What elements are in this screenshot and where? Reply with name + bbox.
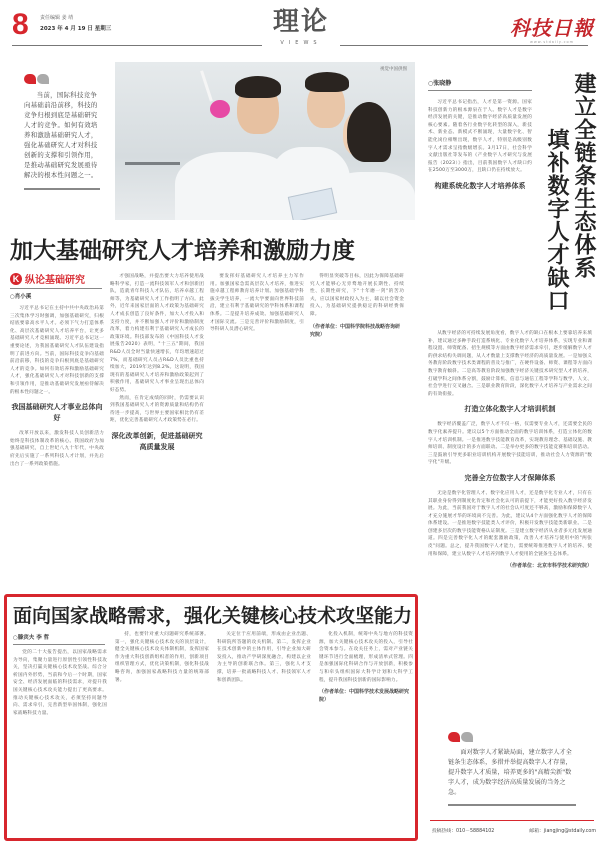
summary-text: 面对数字人才紧缺局面，建立数字人才全链条生态体系，多措并举提高数字人才存量，提升数字人才质量，培养更多的"高精尖新"数字人才，成为数字经济高质量发展的当务之急。 [448,749,572,796]
abstract-rule [24,188,100,190]
summary-rule [448,804,576,806]
article1-col2b-text: 然而，在肯定成绩的同时，仍需要认识到我国基础研究人才的资源质量和结构仍有待进一步提高，与世界主要国家相比仍有差距，优化完善基础研究人才政策势在必行。 [110,395,204,424]
newspaper-website: www.stdaily.com [530,40,575,44]
pink-flask [210,100,230,118]
article1-subheading-1: 我国基础研究人才事业总体向好 [11,403,103,423]
section-subtitle: VIEWS [280,40,322,46]
article3-column-2 [115,631,209,684]
article1-column-1 [10,305,104,468]
person-hair-3 [347,102,391,162]
article3-column-1 [13,649,107,717]
lead-abstract [24,74,100,190]
article1-column-4 [310,273,404,339]
person-hair-1 [235,76,281,98]
article2-headline-line2: 填补数字人才缺口 [544,128,569,312]
column-tag-label: 纵论基础研究 [25,275,85,286]
article3-headline: 面向国家战略需求，强化关键核心技术攻坚能力 [13,605,413,627]
article2-subheading-1: 构建系统化数字人才培养体系 [434,181,526,190]
article3-col3-text: 关定位于应用前端，形成由企业出题、科研院所答题的攻关机制。第二，发挥企业在技术创新中的主体作用，引导企业加大研发投入，推动产学研深度融合，构建以企业为主导的创新联合体。第三，强化人才支撑，培养一批战略科技人才、科技领军人才和创新团队。 [217,632,311,683]
contact-email[interactable]: 邮箱：jiangjing@stdaily.com [529,829,596,834]
article1-column-3 [210,273,304,334]
photo-credit: 视觉中国供图 [380,67,407,72]
article2-author-note: （作者单位：北京市科学技术研究院） [506,563,592,570]
footer-rule [430,820,594,821]
article1-col1-text: 习近平总书记在主持中共中央政治局第三次集体学习时强调，加强基础研究，归根结底要靠高水平人才。必须下气力打造体系化、高层次基础研究人才培养平台，让更多基础研究人才竞相涌现。习近平总书记这一重要论述，为我国基础研究人才队伍建设指明了前进方向。当前，国际科技竞争向基础前沿前移，科技的竞争归根到底是基础研究人才的竞争。如何有效培养和激励基础研究人才，强化基础研究人才对科技创新的支撑和引领作用，是推动基础研究发展亟待解决的根本性问题之一。 [10,306,104,395]
article2-summary [448,732,576,806]
issue-date: 2023 年 4 月 19 日 星期三 [40,26,112,32]
article1-subheading-2: 深化改革创新，促进基础研究高质量发展 [111,431,203,451]
article3-author-note: （作者单位：中国科学技术发展战略研究院） [319,689,410,704]
article2-intro: 习近平总书记指出，人才是第一资源。国家科技创新力的根本源泉在于人。数字人才是数字经济发展的关键，是推动数字经济高质量发展的核心要素。随着各行业数字化转型的深入，新技术、新业态、新模式不断涌现，大量数字化、智能化岗位相继出现，数字人才，特别是高级别数字人才需求呈指数级增长。3月17日，社会科学文献出版社等发布的《产业数字人才研究与发展报告（2023）》指出，目前我国数字人才缺口约在2500万至3000万，且缺口仍在持续放大。 [428,100,532,174]
lab-shelf [125,162,180,165]
article2-headline [540,72,596,322]
article2-subheading-3: 完善全方位数字人才保障体系 [464,473,556,482]
article2-section1: 从数字经济的可持续发展角度看，数字人才的缺口在根本上要靠培养来填补，建议通过多种手段打造系统化、专业化数字人才培养体系，实现专业和课程设置、师资配备、招生规模等方面由数字经济需求牵引，逐步缓解数字人才的供求结构失调问题，从人才数量上支撑数字经济的高质量发展。一是加强义务教育阶段数字技术类课程的普及与推广，在硬件设备、师资、课程等方面向数字教育倾斜。二是高等教育阶段加强数字经济关键技术研究型人才的培养，打破学科之间体系分割，鼓励计算机、信息与通信工程等学科与数学、人文、社会学进行交叉融合。三是职业教育阶段，深化数字人才培养与产业需求之间的有效衔接。 [428,331,592,397]
article1-headline: 加大基础研究人才培养和激励力度 [10,238,355,264]
submission-hotline: 投稿热线：010－58884102 [432,829,495,834]
article2-byline: ○张晓静 [428,78,532,91]
column-tag [10,271,85,286]
article1-column-2 [110,273,204,459]
article2-intro-column [428,78,532,198]
masthead-rule-left [12,45,262,46]
quote-mark-icon [448,732,576,742]
column-tag-rule [10,288,102,289]
masthead [0,0,600,52]
abstract-text: 当前，国际科技竞争向基础前沿前移，科技的竞争归根到底是基础研究人才的竞争。如何有效培养和激励基础研究人才，强化基础研究人才对科技创新的支撑和引领作用，是推动基础研究发展亟待解决的根本性问题之一。 [24,91,98,179]
article2-headline-line1: 建立全链条生态体系 [571,72,596,279]
masthead-rule-right [340,45,588,46]
article2-subheading-2: 打造立体化数字人才培训机制 [464,405,556,414]
article1-col2-text: 才强国战略，并提出要大力培养使用战略科学家，打造一流科技领军人才和创新团队，造就青年科技人才队伍，培养卓越工程师等，为基础研究人才工作指明了方向。此外，近年来国家层面的人才政策为基础研究人才成长创造了良好条件，加大人才投入和支持力度，并不断加强人才评价和激励制度改革，着力构建有利于基础研究人才成长的政策环境。科技部发布的《中国科技人才发展报告2020》表明，"十三五"期间，我国R&D人员全时当量快速增长，年均增速超过7%，而基础研究人员占R&D人员比重也持续加大，2019年达到8.2%。这说明，我国现有的基础研究人才培养和激励政策起到了积极作用，基础研究人才事业呈现出总体向好态势。 [110,274,204,393]
page-number: 8 [12,8,29,41]
article2-section2: 数字经济覆盖广泛，数字人才不仅一格，仅需要专业人才，还需要全民的数字化素养提升。建议以5个方面推动全面的数字培训体系，打造立体化的数字人才培训机制。一是推进数字技能教育改革，实现教育理念、基础设施、教师培训、制度设计的多方面联动。二是举办更多的数字技能竞赛和培训活动。三是鼓励引导更多职业培训机构开展数字技能培训，推动社会人力资源的"数字化"升级。 [428,422,592,466]
lab-coat-3 [325,172,415,220]
newspaper-logo: 科技日報 [510,16,594,40]
article1-author-note: （作者单位：中国科学院科技战略咨询研究院） [310,323,401,338]
quote-mark-icon [24,74,100,84]
footer-contact [432,827,596,834]
article3-column-4 [319,631,413,704]
article3-col2-text: 持，也要针对重大问题研究系统部署。第一，强化关键核心技术攻关的顶层设计，健全关键核心技术攻关体制机制，发挥国家作为重大科技创新组织者的作用，创新项目组织管理方式，优化决策机制，强化科技战略咨询，加强国家战略科技力量的统筹部署。 [115,632,209,683]
section-title: 理论 [272,7,329,37]
article2-section3: 无论是数字化管理人才、数字化应用人才，还是数字化专业人才，只有在其职业身份得到制度化肯定和社会化认可的前提下，才能更好投入数字经济发展。为此，当前我国对于数字人才的社会认可度还不够高，激励和保障数字人才充分施展才华的环境尚不完善。为此，建议从4个方面强化数字人才的保障体系建设。一是推进数字技能类人才评价，积极开发数字技能类新职业。二是创建多层次的数字技能资格认证制度。三是建立数字经济从业者多元化发展通道。四是完善数字化人才的配套激励政策，改善人才培养与使用中的"两张皮"问题。总之，提升我国数字人才能力，需要统筹推进数字人才的培养、使用和保障，建立从数字人才培养到数字人才使用的全链条生态体系。 [428,490,592,557]
article3-col4-text: 化投入机制，统筹中央与地方的科技资源，加大关键核心技术攻关的投入，引导社会资本参与。在攻关任务上，需对产业链关键环节进行全面梳理，形成清单式管理。四是加强国际化科研合作与开放创新，积极参与和牵头组织国际大科学计划和大科学工程，提升我国科技创新的国际影响力。 [319,632,413,683]
article1-col1b-text: 改革开放以来，激发科技人员创新活力始终是科技体制改革的核心。我国政府为加强基础研究，自上世纪八九十年代，中央政府先后实施了一系列科技人才计划，并先后出台了一系列政策措施。 [10,431,104,467]
column-k-icon: K [10,273,22,285]
article2-body [428,330,592,570]
article3-col1-text: 党的二十大报告提出，以国家战略需求为导向，集聚力量进行原创性引领性科技攻关，坚决打赢关键核心技术攻坚战。综合分析国内外形势，当前和今后一个时期，国家安全、经济发展面临的科技需求，对提升我国关键核心技术攻关能力提出了更高要求。推动关键核心技术攻关，必须坚持问题导向、需求牵引，完善新型举国体制，强化国家战略科技力量。 [13,650,107,716]
article3-column-3 [217,631,311,684]
article1-byline: ○肖小溪 [10,294,32,300]
article3-byline: ○滕宾夫 李 哲 [13,633,105,645]
article3-frame [4,594,418,841]
article1-col3-text: 要发挥好基础研究人才培养主力军作用。加强国家急需高层次人才培养，推进实施卓越工程师教育培养计划。加强基础学科拔尖学生培养，一流大学要面向世界科技前沿，建立有利于基础研究的学科体系和课程体系。二是提升培养成效。加强基础研究人才国际交流。三是完善评价和激励制度，引导科研人员潜心研究。 [210,274,304,333]
lead-photo [115,62,415,220]
article1-col4-text: 得明显突破等目标，因此为保障基础研究人才能够心无旁骛地开展长期性、持续性、长期性研究，下"十年磨一剑"的苦功夫，应以国家财政投入为主，辅以社会资金投入，为基础研究提供稳定的科研经费保障。 [310,274,404,317]
person-hair-2 [305,72,349,92]
editor-credit: 责任编辑 姜 靖 [40,15,74,21]
flask-neck [200,70,213,101]
